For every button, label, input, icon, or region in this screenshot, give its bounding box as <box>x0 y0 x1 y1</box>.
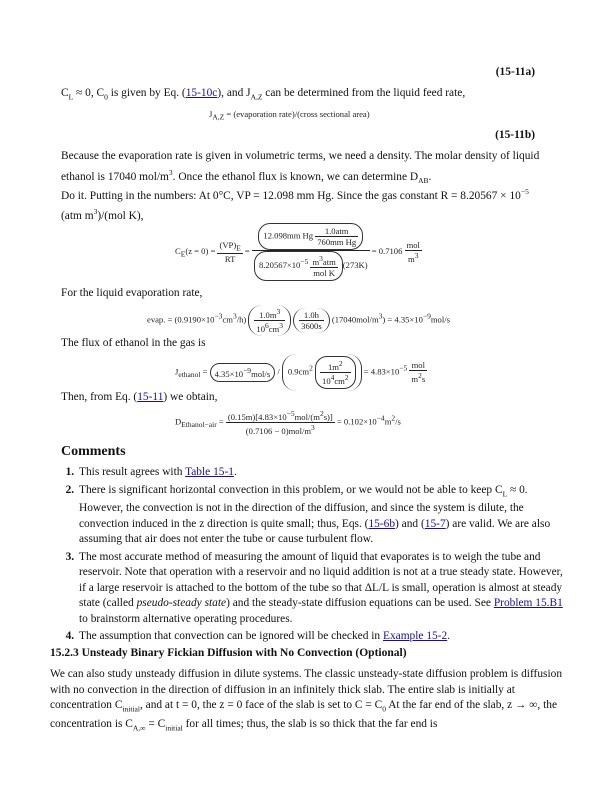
paragraph-molar-density: Because the evaporation rate is given in volumetric terms, we need a density. The molar density of liquid ethanol is 17040 mol/$m^3$. Once the ethanol flux is known, we can determine $D_{AB}$. <box>61 150 540 185</box>
equation-label-15-11a: (15-11a) <box>495 66 535 78</box>
link-eq-15-10c[interactable]: 15-10c <box>185 87 218 99</box>
link-eq-15-7[interactable]: 15-7 <box>424 517 446 530</box>
comment-2: 2. There is significant horizontal convection in this problem, or we would not be able to keep $C_L \approx 0$. However, the convection is not in the direction of the diffusion, and since the system is dilute, the convection induced in the z direction is quite small; thus, Eqs. (15-6b) and (15-7) are valid. We are also assuming that air does not enter the tube or cause turbulent flow. <box>77 483 567 548</box>
comments-list <box>61 465 567 647</box>
equation-ce-z0: $C_E(z = 0)$ = $\frac{(VP)_E}{RT}$ = 12.098mm Hg $\frac{\text{1.0atm}}{\text{760mm Hg}}$ $8.20567\times 10^{-5}$ $\frac{m^3atm}{\text{mol K}}$ (273K) = 0.7106 $\frac{\text{mol}}{m^3}$ <box>175 223 422 281</box>
paragraph-then: Then, from Eq. (15-11) we obtain, <box>61 391 218 403</box>
equation-dab: $D_{Ethanol-air}$ = $\frac{(0.15m)[4.83\times 10^{-5}mol/(m^2s)]}{(0.7106 - 0)mol/m^3}$ = $0.102\times 10^{-4}m^2/s$ <box>175 409 401 436</box>
link-example-15-2[interactable]: Example 15-2 <box>382 630 448 643</box>
equation-jaz: $J_{A,Z}$ = (evaporation rate)/(cross sectional area) <box>209 109 370 122</box>
link-eq-15-11[interactable]: 15-11 <box>137 391 164 403</box>
paragraph-flux: The flux of ethanol in the gas is <box>61 337 206 349</box>
comment-4: 4. The assumption that convection can be ignored will be checked in Example 15-2. <box>77 629 567 645</box>
link-problem-15-b1[interactable]: Problem 15.B1 <box>493 597 563 610</box>
equation-evap: evap. = $(0.9190\times 10^{-3}cm^3/h)$ $\frac{1.0m^3}{10^6cm^3}$ $\frac{1.0h}{3600s}$ $(17040mol/m^3) = 4.35\times 10^{-9}mol/s$ <box>147 307 450 334</box>
link-eq-15-6b[interactable]: 15-6b <box>368 517 396 530</box>
paragraph-cl-c0: $C_L \approx 0$, $C_0$ is given by Eq. (15-10c), and $J_{A,Z}$ can be determined from the liquid feed rate, <box>61 87 466 102</box>
comment-1: 1. This result agrees with Table 15-1. <box>77 465 567 481</box>
subsection-heading-15-2-3: 15.2.3 Unsteady Binary Fickian Diffusion with No Convection (Optional) <box>50 647 407 659</box>
comment-3: 3. The most accurate method of measuring the amount of liquid that evaporates is to weigh the tube and reservoir. Note that operation with a reservoir and no liquid addition is not at a true steady state. However, if a large reservoir is attached to the bottom of the tube so that ΔL/L is small, operation is almost at steady state (called pseudo-steady state) and the steady-state diffusion equations can be used. See Problem 15.B1 to brainstorm alternative operating procedures. <box>77 550 567 628</box>
link-table-15-1[interactable]: Table 15-1 <box>185 466 234 478</box>
paragraph-evap-rate: For the liquid evaporation rate, <box>61 287 203 299</box>
equation-flux: $J_{ethanol} = 4.35\times 10^{-9}mol/s / 0.9cm^2$ $\frac{1m^2}{10^4cm^2}$ = $4.83\times 10^{-5}$ $\frac{\text{mol}}{m^2s}$ <box>175 354 427 391</box>
paragraph-unsteady-diffusion: We can also study unsteady diffusion in dilute systems. The classic unsteady-state diffusion problem is diffusion with no convection in the direction of diffusion in an infinitely thick slab. The entire slab is initially at concentration $C_{initial}$, and at t = 0, the z = 0 face of the slab is set to $C = C_0$ At the far end of the slab, z → ∞, the concentration is $C_{A,\infty} = C_{initial}$ for all times; thus, the slab is so thick that the far end is <box>50 668 563 733</box>
comments-heading: Comments <box>61 444 126 459</box>
paragraph-do-it: Do it. Putting in the numbers: At 0°C, VP = 12.098 mm Hg. Since the gas constant $R = 8.20567 \times 10^{-5}$ (atm $m^3)/(mol$ K), <box>61 187 529 223</box>
equation-label-15-11b: (15-11b) <box>495 129 535 141</box>
